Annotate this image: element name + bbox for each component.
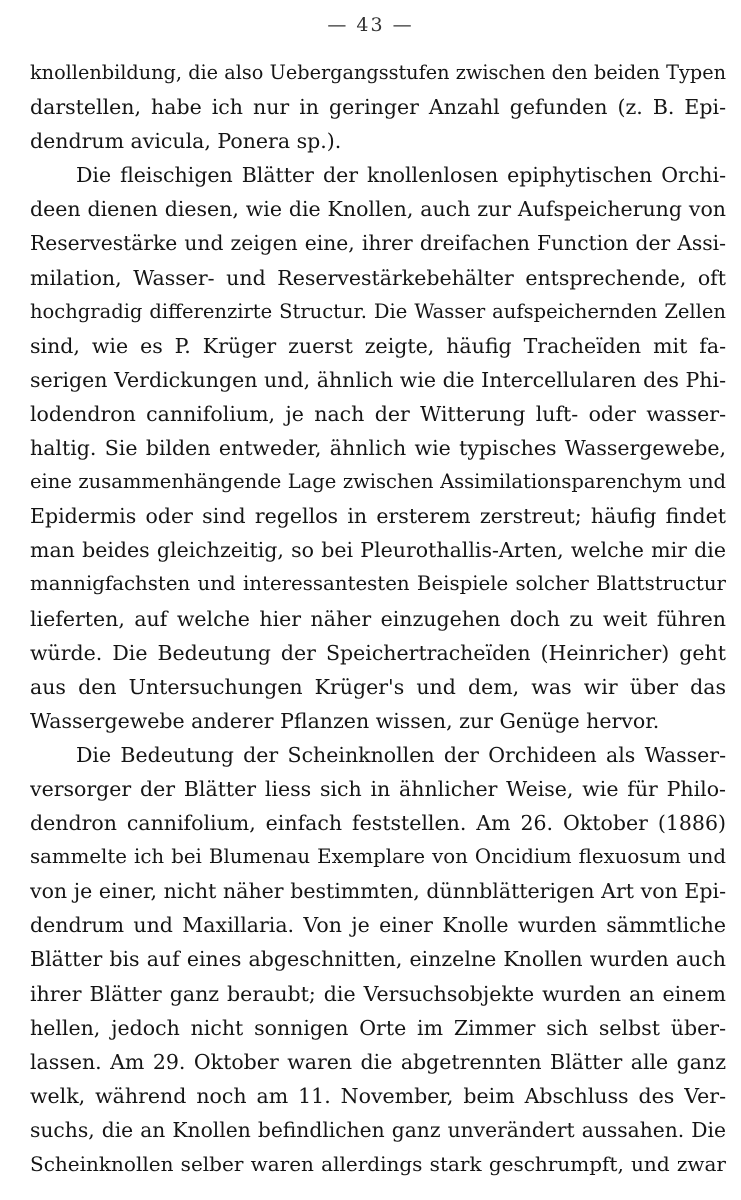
body-text (30, 56, 726, 1181)
page-number: — 43 — (327, 14, 414, 36)
text-line: lassen. Am 29. Oktober waren die abgetrennten Blätter alle ganz (30, 1049, 726, 1074)
text-line: Epidermis oder sind regellos in ersterem zerstreut; häufig findet (30, 504, 726, 529)
text-line: mannigfachsten und interessantesten Beispiele solcher Blattstructur (30, 572, 726, 596)
text-line: lodendron cannifolium, je nach der Witterung luft- oder wasser- (30, 401, 726, 426)
text-line: Blätter bis auf eines abgeschnitten, einzelne Knollen wurden auch (30, 947, 726, 972)
text-line: dendrum avicula, Ponera sp.). (30, 129, 342, 154)
text-line: eine zusammenhängende Lage zwischen Assimilationsparenchym und (30, 470, 726, 494)
text-line: dendron cannifolium, einfach feststellen. Am 26. Oktober (1886) (30, 811, 726, 836)
text-line: dendrum und Maxillaria. Von je einer Knolle wurden sämmtliche (30, 913, 726, 938)
text-line: ihrer Blätter ganz beraubt; die Versuchsobjekte wurden an einem (30, 981, 726, 1006)
text-line: serigen Verdickungen und, ähnlich wie die Intercellularen des Phi- (30, 367, 726, 392)
text-line: suchs, die an Knollen befindlichen ganz unverändert aussahen. Die (30, 1117, 726, 1142)
text-line: lieferten, auf welche hier näher einzugehen doch zu weit führen (30, 606, 726, 631)
text-line: Wassergewebe anderer Pflanzen wissen, zur Genüge hervor. (30, 708, 660, 733)
text-line: haltig. Sie bilden entweder, ähnlich wie typisches Wassergewebe, (30, 436, 726, 461)
text-line: von je einer, nicht näher bestimmten, dünnblätterigen Art von Epi- (30, 879, 726, 904)
text-line: Scheinknollen selber waren allerdings stark geschrumpft, und zwar (30, 1152, 726, 1176)
text-line: Die fleischigen Blätter der knollenlosen epiphytischen Orchi- (76, 163, 726, 188)
text-line: deen dienen diesen, wie die Knollen, auch zur Aufspeicherung von (30, 197, 726, 222)
text-line: würde. Die Bedeutung der Speichertracheïden (Heinricher) geht (30, 640, 726, 665)
text-line: versorger der Blätter liess sich in ähnlicher Weise, wie für Philo- (30, 776, 726, 801)
text-line: aus den Untersuchungen Krüger's und dem, was wir über das (30, 674, 726, 699)
text-line: Reservestärke und zeigen eine, ihrer dreifachen Function der Assi- (30, 231, 726, 256)
text-line: welk, während noch am 11. November, beim Abschluss des Ver- (30, 1083, 726, 1108)
text-line: hochgradig differenzirte Structur. Die Wasser aufspeichernden Zellen (30, 299, 726, 323)
text-line: Die Bedeutung der Scheinknollen der Orchideen als Wasser- (76, 742, 726, 767)
text-line: hellen, jedoch nicht sonnigen Orte im Zimmer sich selbst über- (30, 1015, 726, 1040)
text-line: knollenbildung, die also Uebergangsstufen zwischen den beiden Typen (30, 61, 726, 84)
text-line: man beides gleichzeitig, so bei Pleurothallis-Arten, welche mir die (30, 538, 726, 563)
text-line: sammelte ich bei Blumenau Exemplare von Oncidium flexuosum und (30, 845, 726, 869)
text-line: darstellen, habe ich nur in geringer Anzahl gefunden (z. B. Epi- (30, 95, 726, 120)
text-line: milation, Wasser- und Reservestärkebehälter entsprechende, oft (30, 265, 726, 290)
text-line: sind, wie es P. Krüger zuerst zeigte, häufig Tracheïden mit fa- (30, 333, 726, 358)
